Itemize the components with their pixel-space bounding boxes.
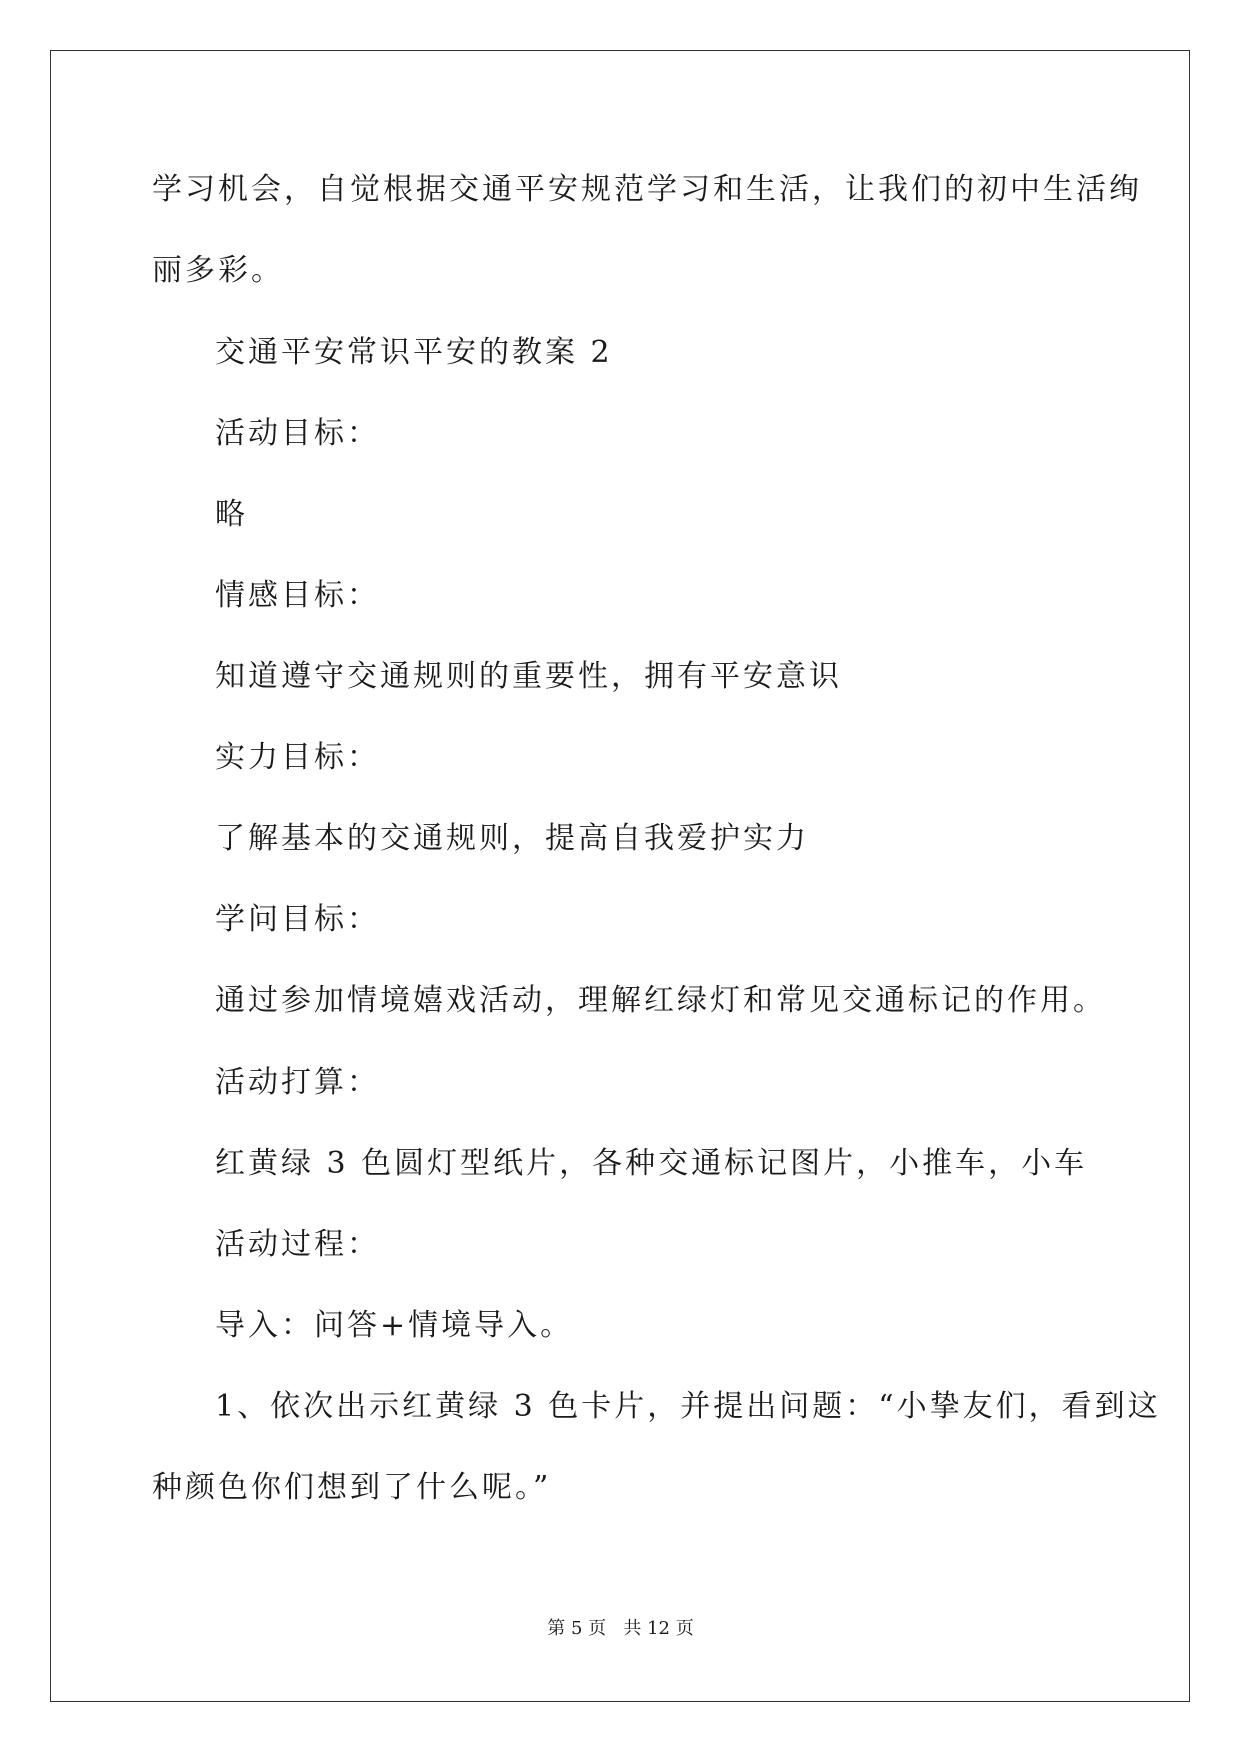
paragraph-line: 种颜色你们想到了什么呢。” xyxy=(152,1470,552,1505)
paragraph-line: 学习机会，自觉根据交通平安规范学习和生活，让我们的初中生活绚 xyxy=(152,172,1142,207)
paragraph-line: 丽多彩。 xyxy=(152,253,284,288)
paragraph-line: 通过参加情境嬉戏活动，理解红绿灯和常见交通标记的作用。 xyxy=(215,983,1106,1018)
paragraph-line: 活动过程： xyxy=(215,1227,380,1262)
page-number-footer: 第 5 页 共 12 页 xyxy=(547,1618,694,1639)
paragraph-line: 情感目标： xyxy=(215,578,380,613)
paragraph-line: 知道遵守交通规则的重要性，拥有平安意识 xyxy=(215,659,842,694)
paragraph-line: 实力目标： xyxy=(215,740,380,775)
paragraph-line: 了解基本的交通规则，提高自我爱护实力 xyxy=(215,821,809,856)
paragraph-line: 红黄绿 3 色圆灯型纸片，各种交通标记图片，小推车，小车 xyxy=(215,1146,1088,1181)
section-heading: 交通平安常识平安的教案 2 xyxy=(215,335,613,370)
paragraph-line: 活动目标： xyxy=(215,416,380,451)
paragraph-line: 1、依次出示红黄绿 3 色卡片，并提出问题：“小挚友们，看到这 xyxy=(215,1389,1161,1424)
paragraph-line: 导入：问答+情境导入。 xyxy=(215,1308,574,1343)
paragraph-line: 学问目标： xyxy=(215,902,380,937)
paragraph-line: 活动打算： xyxy=(215,1065,380,1100)
page-border xyxy=(50,50,1190,1702)
paragraph-line: 略 xyxy=(215,497,248,532)
